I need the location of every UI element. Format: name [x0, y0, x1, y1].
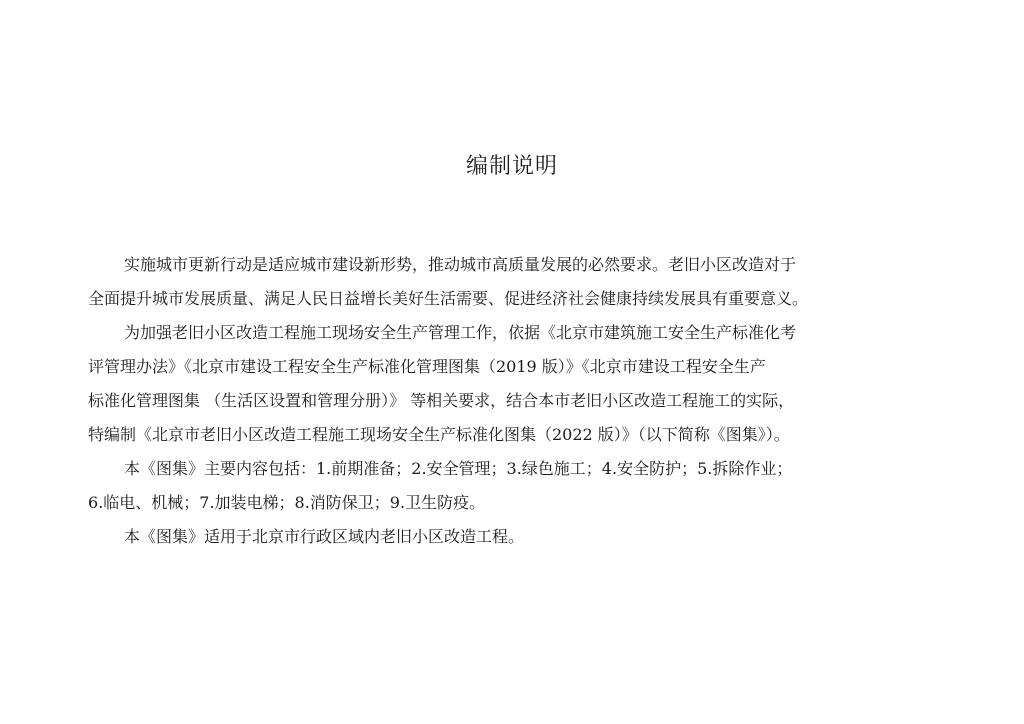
- document-title: 编制说明: [465, 154, 558, 179]
- paragraph-line: 本《图集》适用于北京市行政区域内老旧小区改造工程。: [124, 527, 525, 546]
- paragraph-line: 特编制《北京市老旧小区改造工程施工现场安全生产标准化图集（2022 版）》（以下简称《图集》）。: [88, 425, 790, 444]
- document-body: [88, 248, 940, 554]
- paragraph-line: 6.临电、机械；7.加装电梯；8.消防保卫；9.卫生防疫。: [88, 493, 486, 512]
- paragraph-line: 标准化管理图集 （生活区设置和管理分册）》 等相关要求，结合本市老旧小区改造工程施工的实际，: [88, 391, 795, 410]
- paragraph-line: 评管理办法》《北京市建设工程安全生产标准化管理图集（2019 版）》《北京市建设工程安全生产: [88, 357, 766, 376]
- paragraph-line: 全面提升城市发展质量、满足人民日益增长美好生活需要、促进经济社会健康持续发展具有重要意义。: [88, 289, 809, 308]
- paragraph-line: 为加强老旧小区改造工程施工现场安全生产管理工作，依据《北京市建筑施工安全生产标准化考: [124, 323, 797, 342]
- paragraph-line: 本《图集》主要内容包括：1.前期准备；2.安全管理；3.绿色施工；4.安全防护；5.拆除作业；: [124, 459, 793, 478]
- paragraph-line: 实施城市更新行动是适应城市建设新形势，推动城市高质量发展的必然要求。老旧小区改造对于: [124, 255, 797, 274]
